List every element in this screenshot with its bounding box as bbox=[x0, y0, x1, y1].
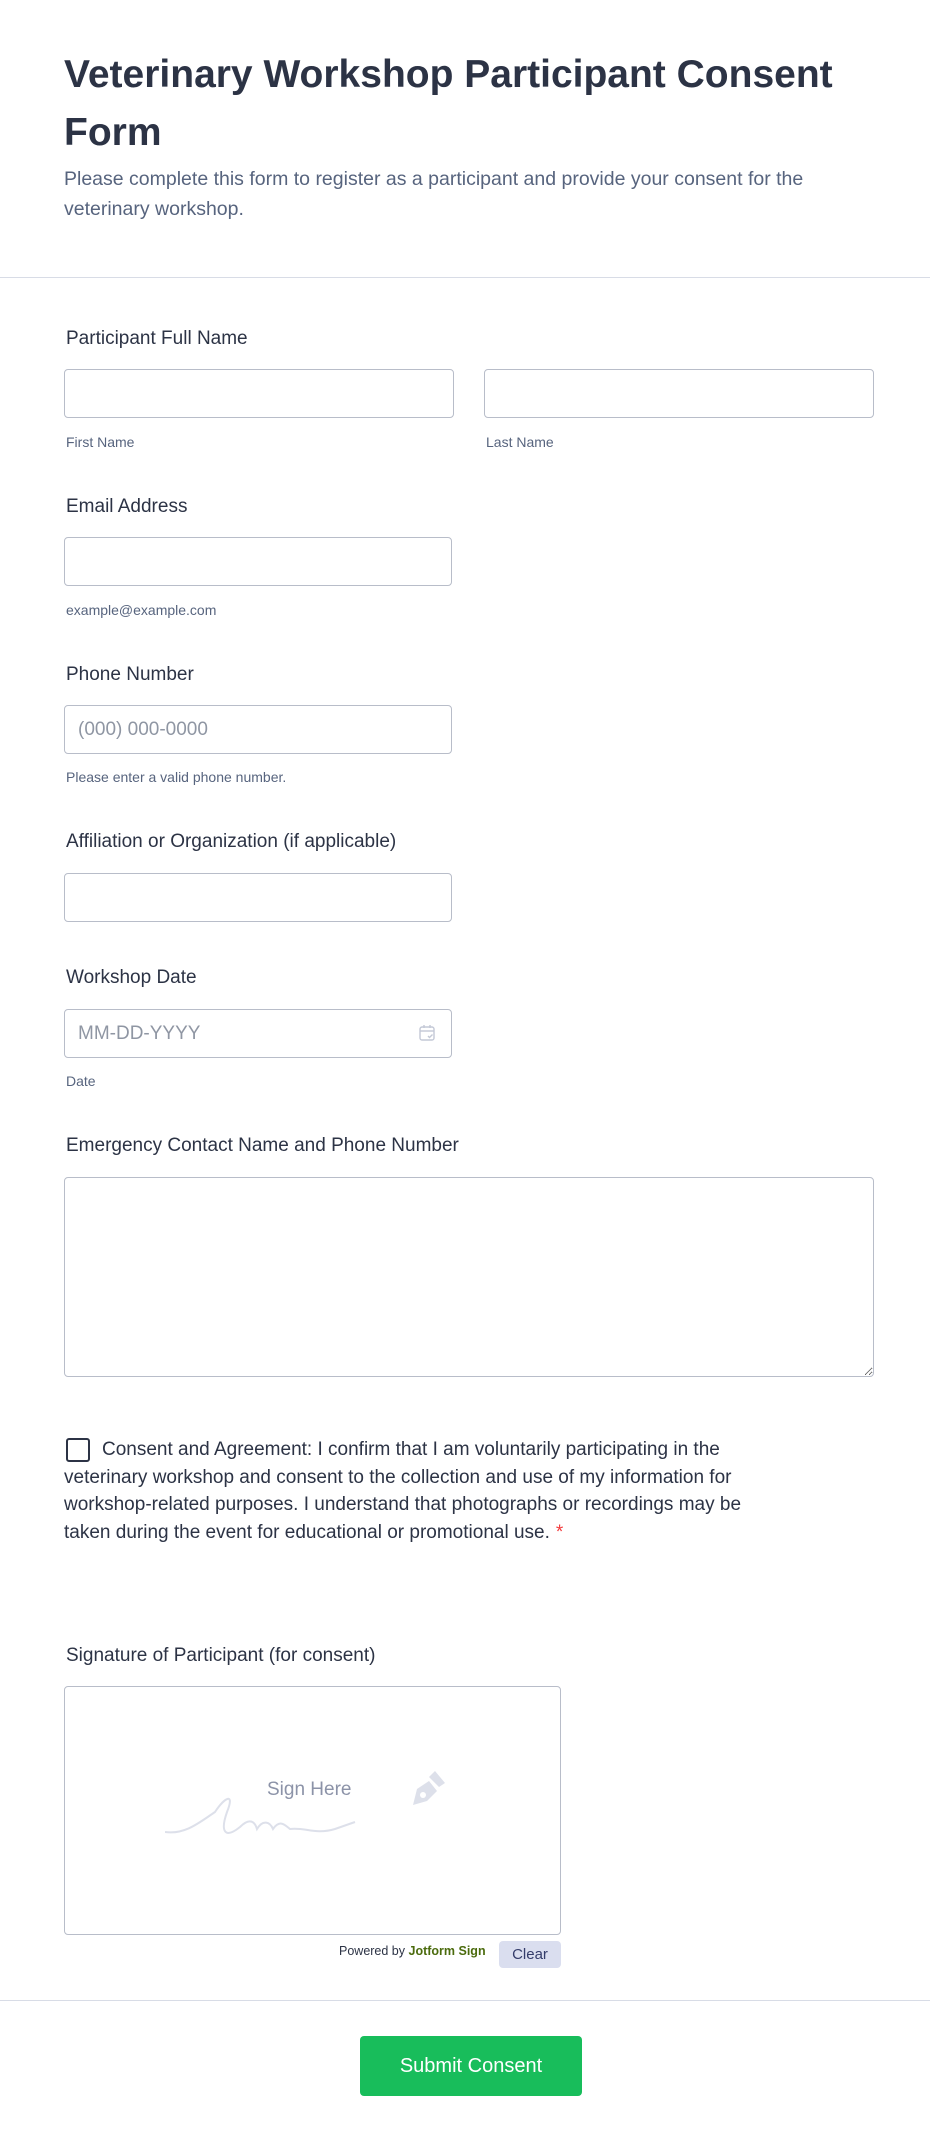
emergency-textarea[interactable] bbox=[64, 1177, 874, 1377]
email-input[interactable] bbox=[64, 537, 452, 586]
affiliation-label: Affiliation or Organization (if applicable) bbox=[66, 831, 397, 852]
page-title: Veterinary Workshop Participant Consent Form bbox=[64, 53, 833, 154]
submit-button[interactable]: Submit Consent bbox=[360, 2036, 582, 2096]
first-name-input[interactable] bbox=[64, 369, 454, 418]
jotform-sign-link[interactable]: Jotform Sign bbox=[408, 1944, 486, 1958]
footer-divider bbox=[0, 2000, 930, 2001]
clear-signature-button[interactable]: Clear bbox=[499, 1941, 561, 1968]
emergency-label: Emergency Contact Name and Phone Number bbox=[66, 1135, 459, 1156]
email-label: Email Address bbox=[66, 496, 188, 517]
calendar-icon[interactable] bbox=[418, 1024, 436, 1042]
header-divider bbox=[0, 277, 930, 278]
required-mark: * bbox=[555, 1521, 564, 1543]
sign-here-placeholder: Sign Here bbox=[267, 1779, 352, 1800]
email-hint: example@example.com bbox=[66, 602, 217, 618]
powered-by bbox=[339, 1944, 486, 1958]
consent-label: Consent and Agreement: I confirm that I am voluntarily participating in the veterinary workshop and consent to the collection and use of my information for workshop-related purposes. I understand that photographs or recordings may be taken during the event for educational or promotional use. bbox=[64, 1439, 742, 1543]
powered-by-text: Powered by bbox=[339, 1944, 406, 1958]
workshop-date-input[interactable] bbox=[64, 1009, 452, 1058]
consent-text bbox=[64, 1436, 774, 1546]
page-subtitle: Please complete this form to register as a participant and provide your consent for the veterinary workshop. bbox=[64, 168, 804, 220]
full-name-label: Participant Full Name bbox=[66, 328, 248, 349]
signature-pad[interactable] bbox=[64, 1686, 561, 1935]
first-name-sublabel: First Name bbox=[66, 434, 135, 450]
pen-nib-icon bbox=[405, 1769, 447, 1811]
phone-input[interactable] bbox=[64, 705, 452, 754]
phone-hint: Please enter a valid phone number. bbox=[66, 769, 287, 785]
signature-label: Signature of Participant (for consent) bbox=[66, 1645, 376, 1666]
last-name-sublabel: Last Name bbox=[486, 434, 554, 450]
phone-label: Phone Number bbox=[66, 664, 194, 685]
workshop-date-sublabel: Date bbox=[66, 1073, 96, 1089]
workshop-date-label: Workshop Date bbox=[66, 967, 197, 988]
affiliation-input[interactable] bbox=[64, 873, 452, 922]
last-name-input[interactable] bbox=[484, 369, 874, 418]
